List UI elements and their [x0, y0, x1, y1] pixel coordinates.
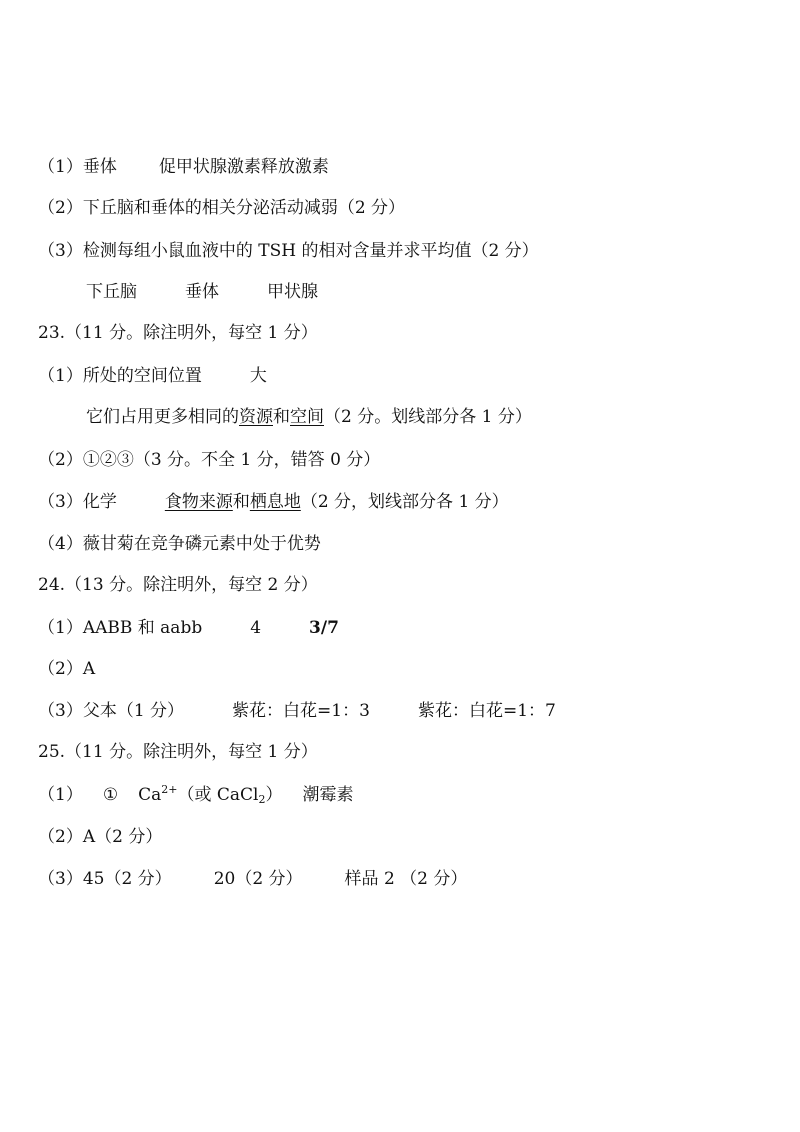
answer-text: 父本（1 分） — [82, 701, 185, 721]
q25-part3 — [38, 868, 800, 890]
answer-text: ① — [102, 785, 119, 805]
part-number: （4） — [38, 534, 83, 554]
answer-text: 垂体 — [82, 157, 117, 177]
part-number: （3） — [38, 869, 83, 889]
q24-part3 — [38, 700, 800, 722]
answer-text: 它们占用更多相同的 — [86, 407, 239, 427]
answer-text: 样品 2 （2 分） — [344, 869, 468, 889]
answer-text: 和 — [232, 492, 250, 512]
q24-header: 24.（13 分。除注明外，每空 2 分） — [38, 575, 318, 595]
answer-text: 促甲状腺激素释放激素 — [158, 157, 329, 177]
q23-part3 — [38, 491, 800, 513]
answer-text: 垂体 — [185, 282, 219, 302]
part-number: （1） — [38, 157, 83, 177]
answer-text: 薇甘菊在竞争磷元素中处于优势 — [82, 534, 321, 554]
answer-text: 下丘脑 — [86, 282, 137, 302]
underlined-answer: 栖息地 — [249, 492, 301, 512]
part-number: （3） — [38, 701, 83, 721]
answer-text: 检测每组小鼠血液中的 TSH 的相对含量并求平均值（2 分） — [82, 241, 539, 261]
answer-text: 潮霉素 — [302, 785, 354, 805]
part-number: （1） — [38, 618, 83, 638]
underlined-answer: 食物来源 — [164, 492, 233, 512]
part-number: （3） — [38, 492, 83, 512]
q22-part3-organs — [86, 281, 800, 303]
answer-text: 3/7 — [309, 618, 339, 638]
answer-text: ①②③（3 分。不全 1 分，错答 0 分） — [82, 450, 381, 470]
answer-text: 化学 — [82, 492, 117, 512]
score-note: （2 分，划线部分各 1 分） — [300, 492, 509, 512]
part-number: （1） — [38, 366, 83, 386]
q23-part2 — [38, 449, 800, 471]
part-number: （2） — [38, 827, 83, 847]
q23-header: 23.（11 分。除注明外，每空 1 分） — [38, 323, 318, 343]
score-note: （2 分。划线部分各 1 分） — [324, 407, 532, 427]
q22-part2 — [38, 197, 800, 219]
q24-part2 — [38, 658, 800, 680]
subscript: 2 — [258, 793, 266, 806]
ion-charge: 2+ — [161, 783, 178, 796]
answer-text: ） — [265, 785, 283, 805]
answer-text: AABB 和 aabb — [82, 618, 203, 638]
underlined-answer: 空间 — [290, 407, 324, 427]
part-number: （2） — [38, 659, 83, 679]
q25-header: 25.（11 分。除注明外，每空 1 分） — [38, 742, 318, 762]
answer-text: 紫花：白花=1：7 — [417, 701, 556, 721]
q23-part1 — [38, 365, 800, 387]
answer-text: A（2 分） — [82, 827, 163, 847]
answer-text: 下丘脑和垂体的相关分泌活动减弱（2 分） — [82, 198, 406, 218]
answer-text: 和 — [273, 407, 290, 427]
q22-part3 — [38, 240, 800, 262]
answer-text: A — [82, 659, 96, 679]
q22-part1 — [38, 156, 800, 178]
q25-part1 — [38, 784, 800, 806]
part-number: （2） — [38, 450, 83, 470]
answer-text: 紫花：白花=1：3 — [232, 701, 370, 721]
q24-part1 — [38, 617, 800, 639]
answer-text: （或 CaCl — [177, 785, 259, 805]
answer-text: 45（2 分） — [82, 869, 172, 889]
part-number: （2） — [38, 198, 83, 218]
part-number: （1） — [38, 785, 83, 805]
answer-text: 所处的空间位置 — [82, 366, 202, 386]
answer-text: Ca — [138, 785, 162, 805]
q23-part1-reason — [86, 406, 800, 428]
answer-text: 20（2 分） — [213, 869, 303, 889]
underlined-answer: 资源 — [239, 407, 273, 427]
q25-part2 — [38, 826, 800, 848]
answer-text: 大 — [249, 366, 267, 386]
answer-text: 4 — [250, 618, 262, 638]
answer-text: 甲状腺 — [267, 282, 318, 302]
part-number: （3） — [38, 241, 83, 261]
q23-part4 — [38, 533, 800, 555]
